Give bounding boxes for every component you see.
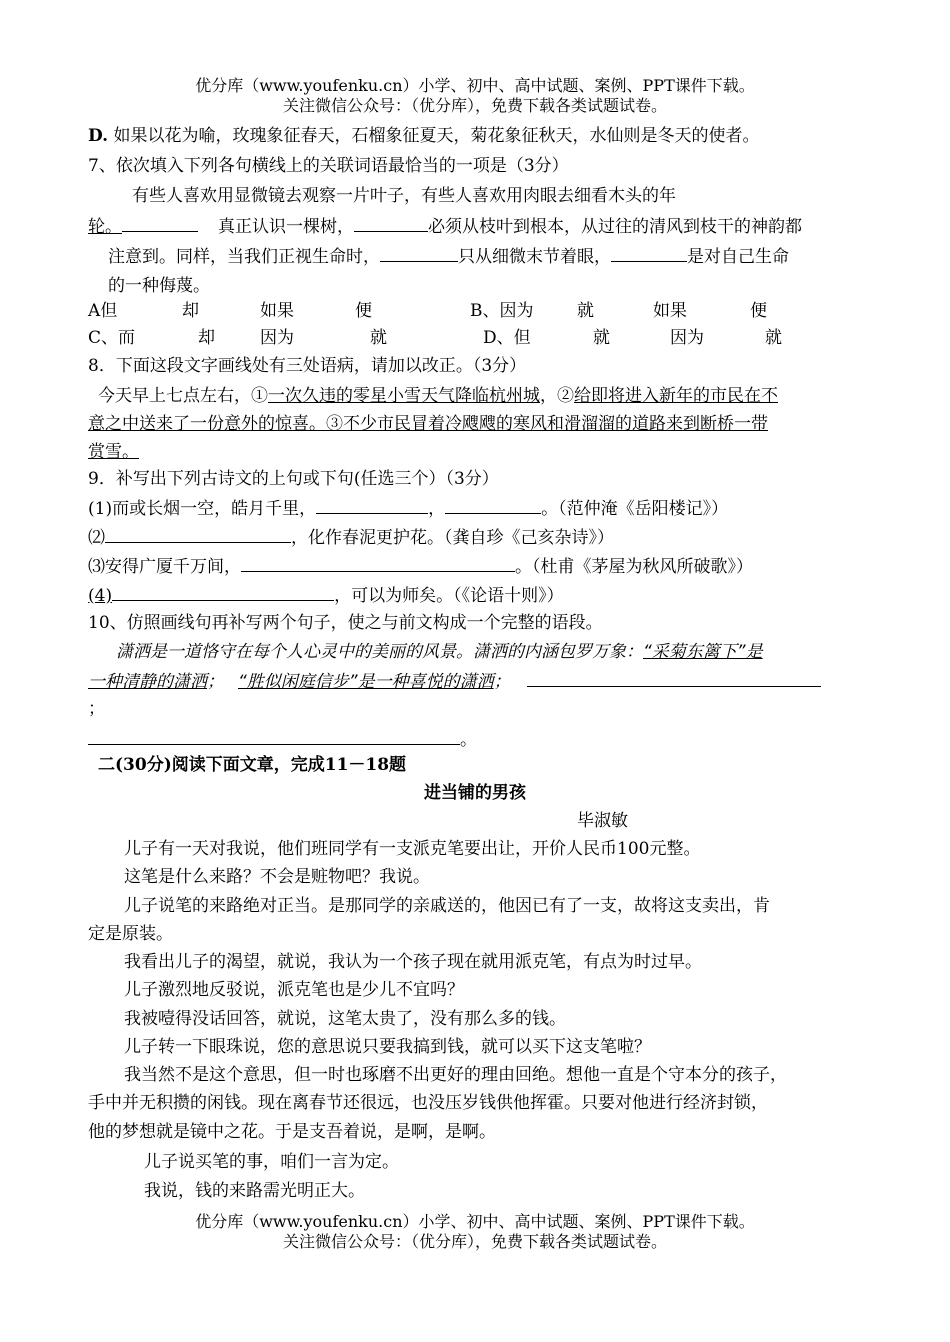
q7-passage-line-4: 的一种侮蔑。 <box>108 276 210 296</box>
q7-option-a-3: 如果 <box>260 301 294 321</box>
q7-option-b-3: 如果 <box>653 301 687 321</box>
q9-blank-1b <box>445 497 541 514</box>
q7-option-a-2: 却 <box>182 301 199 321</box>
q10-underlined-1b: 一种清静的潇洒 <box>88 672 207 692</box>
q10-text: ； <box>207 672 224 692</box>
q9-text: ⑵ <box>88 528 105 548</box>
q8-underlined-3b: 赏雪。 <box>88 442 139 462</box>
article-paragraph: 定是原装。 <box>88 924 173 944</box>
article-paragraph: 儿子有一天对我说，他们班同学有一支派克笔要出让，开价人民币100元整。 <box>124 839 701 859</box>
article-paragraph: 我当然不是这个意思，但一时也琢磨不出更好的理由回绝。想他一直是个守本分的孩子， <box>124 1065 787 1085</box>
q10-blank-2 <box>88 728 460 745</box>
q7-option-a-4: 便 <box>355 301 372 321</box>
q6-option-d-label: D. <box>88 126 109 146</box>
q6-option-d <box>88 125 759 147</box>
q10-passage-line-2 <box>88 670 821 693</box>
q9-text: (4) <box>88 586 113 606</box>
section2-title: 二(30分)阅读下面文章，完成11－18题 <box>98 755 407 775</box>
q7-blank-3 <box>380 245 458 262</box>
q9-item-2 <box>88 526 614 549</box>
q7-blank-4 <box>611 245 687 262</box>
article-author: 毕淑敏 <box>577 811 628 831</box>
q7-option-a-1: A但 <box>88 301 118 321</box>
q10-underlined-1: “采菊东篱下”是 <box>643 642 763 662</box>
q7-text: 只从细微末节着眼， <box>458 247 611 267</box>
q10-semicolon: ； <box>88 699 105 719</box>
q10-text: 。 <box>460 730 477 750</box>
q9-item-3 <box>88 555 753 578</box>
q7-passage-line-1: 有些人喜欢用显微镜去观察一片叶子，有些人喜欢用肉眼去细看木头的年 <box>132 186 676 206</box>
q9-text: ，化作春泥更护花。（龚自珍《己亥杂诗》） <box>291 528 614 548</box>
q10-underlined-2: “胜似闲庭信步”是一种喜悦的潇洒 <box>238 672 494 692</box>
q9-blank-4 <box>112 584 334 601</box>
q7-option-d-3: 因为 <box>670 328 704 348</box>
q8-underlined-2b: 意之中送来了一份意外的惊喜。 <box>88 414 326 434</box>
article-paragraph: 他的梦想就是镜中之花。于是支吾着说，是啊，是啊。 <box>88 1122 496 1142</box>
article-paragraph: 我被噎得没话回答，就说，这笔太贵了，没有那么多的钱。 <box>124 1009 566 1029</box>
q8-underlined-1: 一次久违的零星小雪天气降临杭州城 <box>268 386 540 406</box>
q8-passage-line-1 <box>98 385 778 407</box>
q7-title: 7、依次填入下列各句横线上的关联词语最恰当的一项是（3分） <box>88 156 569 176</box>
article-paragraph: 我说，钱的来路需光明正大。 <box>144 1181 365 1201</box>
article-paragraph: 手中并无积攒的闲钱。现在离春节还很远，也没压岁钱供他挥霍。只要对他进行经济封锁， <box>88 1093 768 1113</box>
q7-option-d-4: 就 <box>765 328 782 348</box>
q7-blank-2 <box>354 215 428 232</box>
q7-blank-1 <box>122 215 198 232</box>
q7-option-c-3: 因为 <box>260 328 294 348</box>
article-paragraph: 儿子转一下眼珠说，您的意思说只要我搞到钱，就可以买下这支笔啦？ <box>124 1037 651 1057</box>
article-title: 进当铺的男孩 <box>424 783 526 803</box>
q10-text: ； <box>493 672 511 692</box>
q7-option-c-2: 却 <box>198 328 215 348</box>
q7-passage-line-3 <box>108 245 789 268</box>
q10-blank-1 <box>527 670 821 687</box>
article-paragraph: 儿子激烈地反驳说，派克笔也是少儿不宜吗？ <box>124 980 464 1000</box>
q10-text: 潇洒是一道恪守在每个人心灵中的美丽的风景。潇洒的内涵包罗万象： <box>116 642 643 662</box>
q9-blank-3 <box>241 555 515 572</box>
header-line-2: 关注微信公众号：（优分库），免费下载各类试题试卷。 <box>282 96 667 115</box>
q8-text: ，② <box>540 386 574 406</box>
q9-text: 。（范仲淹《岳阳楼记》） <box>541 499 729 519</box>
q8-text: 今天早上七点左右，① <box>98 386 268 406</box>
q7-option-d-1: D、但 <box>483 328 531 348</box>
article-paragraph: 儿子说买笔的事，咱们一言为定。 <box>144 1152 399 1172</box>
q10-title: 10、仿照画线句再补写两个句子，使之与前文构成一个完整的语段。 <box>88 613 603 633</box>
q7-text: 必须从枝叶到根本，从过往的清风到枝干的神韵都 <box>428 217 802 237</box>
q9-item-4 <box>88 584 564 607</box>
q9-title: 9．补写出下列古诗文的上句或下句(任选三个）（3分） <box>88 469 499 489</box>
q8-underlined-3: ③不少市民冒着冷飕飕的寒风和滑溜溜的道路来到断桥一带 <box>326 414 768 434</box>
q7-text: 是对自己生命 <box>687 247 789 267</box>
q7-option-c-4: 就 <box>370 328 387 348</box>
footer-line-2: 关注微信公众号：（优分库），免费下载各类试题试卷。 <box>282 1232 667 1251</box>
q7-option-b-1: B、因为 <box>470 301 534 321</box>
q6-option-d-text: 如果以花为喻，玫瑰象征春天，石榴象征夏天，菊花象征秋天，水仙则是冬天的使者。 <box>108 126 760 146</box>
q10-passage-line-4 <box>88 728 477 751</box>
q9-blank-2 <box>105 526 291 543</box>
q9-text: 。（杜甫《茅屋为秋风所破歌》） <box>515 557 753 577</box>
q9-item-1 <box>88 497 728 520</box>
q8-title: 8．下面这段文字画线处有三处语病，请加以改正。（3分） <box>88 356 527 376</box>
q7-option-b-2: 就 <box>577 301 594 321</box>
q7-text: 真正认识一棵树， <box>218 217 354 237</box>
q7-option-d-2: 就 <box>593 328 610 348</box>
article-paragraph: 儿子说笔的来路绝对正当。是那同学的亲戚送的，他因已有了一支，故将这支卖出，肯 <box>124 896 770 916</box>
q7-option-c-1: C、而 <box>88 328 136 348</box>
q10-passage-line-1 <box>116 641 763 663</box>
q9-text: ， <box>428 499 446 519</box>
q9-text: ⑶安得广厦千万间， <box>88 557 241 577</box>
header-line-1: 优分库（www.youfenku.cn）小学、初中、高中试题、案例、PPT课件下载。 <box>195 76 755 95</box>
q8-passage-line-2 <box>88 413 768 435</box>
q7-passage-line-2 <box>88 215 802 238</box>
q7-option-b-4: 便 <box>750 301 767 321</box>
q9-text: (1)而或长烟一空，皓月千里， <box>88 499 317 519</box>
q7-text: 轮。 <box>88 217 122 237</box>
q9-blank-1a <box>316 497 428 514</box>
q9-text: ，可以为师矣。（《论语十则》） <box>334 586 564 606</box>
article-paragraph: 这笔是什么来路？不会是赃物吧？我说。 <box>124 867 430 887</box>
footer-line-1: 优分库（www.youfenku.cn）小学、初中、高中试题、案例、PPT课件下载。 <box>195 1212 755 1231</box>
article-paragraph: 我看出儿子的渴望，就说，我认为一个孩子现在就用派克笔，有点为时过早。 <box>124 952 702 972</box>
q7-text: 注意到。同样，当我们正视生命时， <box>108 247 380 267</box>
q8-underlined-2: 给即将进入新年的市民在不 <box>574 386 778 406</box>
